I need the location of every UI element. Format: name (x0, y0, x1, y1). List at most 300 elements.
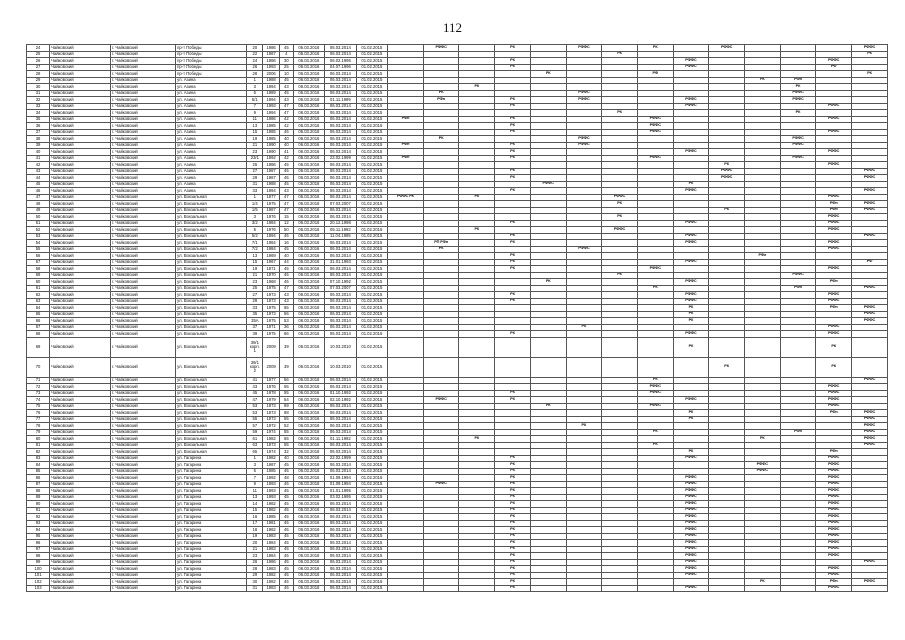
apartments-cell: 47 (280, 110, 294, 117)
date-cell: 06.03.2016 (293, 266, 324, 273)
date-cell: 06.03.2016 (293, 572, 324, 579)
work-type-cell: РФФС (816, 481, 852, 488)
work-type-cell: РФ (816, 64, 852, 71)
apartments-cell: 66 (280, 331, 294, 338)
work-type-cell: РК (566, 324, 602, 331)
date-cell: 01.02.2015 (356, 201, 387, 208)
city-cell: г. Чайковский (110, 462, 175, 469)
street-cell: ул. Гагарина (176, 559, 247, 566)
date-cell: 01.02.2015 (356, 403, 387, 410)
work-type-cell (423, 357, 459, 377)
work-type-cell: РК (495, 97, 531, 104)
city-cell: г. Чайковский (110, 514, 175, 521)
date-cell: 06.03.2016 (293, 449, 324, 456)
city-cell: г. Чайковский (110, 520, 175, 527)
district-cell: Чайковский (50, 468, 111, 475)
work-type-cell: РК (530, 403, 566, 410)
year-built-cell: 1977 (263, 377, 280, 384)
date-cell: 01.02.2015 (356, 233, 387, 240)
date-cell: 01.02.2015 (356, 77, 387, 84)
row-number-cell: 40 (27, 149, 50, 156)
street-cell: ул. Вокзальная (176, 201, 247, 208)
year-built-cell: 1985 (263, 129, 280, 136)
district-cell: Чайковский (50, 214, 111, 221)
work-type-cell (388, 337, 424, 357)
year-built-cell: 2006 (263, 71, 280, 78)
city-cell: г. Чайковский (110, 149, 175, 156)
work-type-cell: РФФС (816, 292, 852, 299)
district-cell: Чайковский (50, 155, 111, 162)
work-type-cell: РК (530, 71, 566, 78)
date-cell: 06.03.2016 (293, 475, 324, 482)
apartments-cell: 45 (280, 527, 294, 534)
date-cell: 06.03.2014 (325, 292, 356, 299)
work-type-cell (637, 337, 673, 357)
date-cell: 06.03.2014 (325, 116, 356, 123)
city-cell: г. Чайковский (110, 194, 175, 201)
apartments-cell: 56 (280, 311, 294, 318)
house-number-cell: 53 (247, 410, 263, 417)
city-cell: г. Чайковский (110, 305, 175, 312)
city-cell: г. Чайковский (110, 155, 175, 162)
street-cell: ул. Азина (176, 168, 247, 175)
work-type-cell: РК (495, 514, 531, 521)
apartments-cell: 54 (280, 397, 294, 404)
date-cell: 01.02.2015 (356, 501, 387, 508)
date-cell: 06.03.2016 (293, 253, 324, 260)
work-type-cell: РФФС (673, 475, 709, 482)
date-cell: 01.02.2015 (356, 149, 387, 156)
row-number-cell: 98 (27, 553, 50, 560)
work-type-cell: РФФС (852, 45, 888, 52)
work-type-cell: РФФС (637, 155, 673, 162)
street-cell: ул. Гагарина (176, 585, 247, 592)
work-type-cell: РФФС (816, 572, 852, 579)
work-type-cell: РФФС (780, 155, 816, 162)
row-number-cell: 103 (27, 585, 50, 592)
work-type-cell: РК (495, 253, 531, 260)
work-type-cell: РФп (816, 410, 852, 417)
date-cell: 06.03.2014 (325, 84, 356, 91)
work-type-cell: РК (637, 377, 673, 384)
work-type-cell: РФФС (816, 475, 852, 482)
work-type-cell (530, 357, 566, 377)
work-type-cell: РФФС (673, 188, 709, 195)
city-cell: г. Чайковский (110, 253, 175, 260)
date-cell: 03.02.1995 (325, 494, 356, 501)
street-cell: ул. Азина (176, 181, 247, 188)
row-number-cell: 51 (27, 220, 50, 227)
work-type-cell: РК (423, 136, 459, 143)
work-type-cell: РК (495, 494, 531, 501)
city-cell: г. Чайковский (110, 129, 175, 136)
row-number-cell: 67 (27, 324, 50, 331)
date-cell: 01.02.2015 (356, 259, 387, 266)
city-cell: г. Чайковский (110, 51, 175, 58)
city-cell: г. Чайковский (110, 188, 175, 195)
row-number-cell: 31 (27, 90, 50, 97)
street-cell: ул. Азина (176, 149, 247, 156)
date-cell: 01.02.2015 (356, 559, 387, 566)
work-type-cell: РФФС (673, 97, 709, 104)
apartments-cell: 45 (280, 168, 294, 175)
work-type-cell: РФФС (637, 116, 673, 123)
district-cell: Чайковский (50, 253, 111, 260)
work-type-cell: РК (495, 292, 531, 299)
district-cell: Чайковский (50, 572, 111, 579)
date-cell: 06.03.2016 (293, 84, 324, 91)
house-number-cell: 1 (247, 455, 263, 462)
date-cell: 01.02.2015 (356, 384, 387, 391)
work-type-cell: РФФС (673, 103, 709, 110)
date-cell: 06.03.2014 (325, 579, 356, 586)
city-cell: г. Чайковский (110, 259, 175, 266)
work-type-cell: РФФС (816, 149, 852, 156)
work-type-cell: РФФС (852, 410, 888, 417)
date-cell: 01.02.2015 (356, 188, 387, 195)
house-number-cell: 19 (247, 266, 263, 273)
year-built-cell: 1973 (263, 410, 280, 417)
date-cell: 01.02.2015 (356, 527, 387, 534)
apartments-cell: 45 (280, 181, 294, 188)
house-number-cell: 1/4 (247, 201, 263, 208)
work-type-cell: РФФС (673, 397, 709, 404)
date-cell: 06.03.2014 (325, 423, 356, 430)
date-cell: 06.03.2016 (293, 71, 324, 78)
work-type-cell: РФФС (602, 194, 638, 201)
date-cell: 06.03.2014 (325, 559, 356, 566)
house-number-cell: 26 (247, 64, 263, 71)
house-number-cell: 28 (247, 566, 263, 573)
city-cell: г. Чайковский (110, 181, 175, 188)
date-cell: 06.03.2016 (293, 390, 324, 397)
date-cell: 01.09.1994 (325, 481, 356, 488)
date-cell: 06.03.2014 (325, 442, 356, 449)
work-type-cell (602, 337, 638, 357)
work-type-cell: РК (495, 155, 531, 162)
date-cell: 06.03.2014 (325, 416, 356, 423)
work-type-cell (673, 357, 709, 377)
district-cell: Чайковский (50, 194, 111, 201)
date-cell: 01.02.2015 (356, 318, 387, 325)
date-cell: 06.03.2016 (293, 559, 324, 566)
year-built-cell: 1975 (263, 331, 280, 338)
work-type-cell: РФп (423, 97, 459, 104)
row-number-cell: 91 (27, 507, 50, 514)
house-number-cell: 33 (247, 305, 263, 312)
house-number-cell: 43 (247, 384, 263, 391)
date-cell: 06.03.2016 (293, 311, 324, 318)
apartments-cell: 45 (280, 468, 294, 475)
apartments-cell: 45 (280, 272, 294, 279)
district-cell: Чайковский (50, 507, 111, 514)
date-cell: 01.02.2015 (356, 462, 387, 469)
year-built-cell: 1973 (263, 298, 280, 305)
apartments-cell: 41 (280, 149, 294, 156)
work-type-cell: РФп (816, 207, 852, 214)
work-type-cell: РК (495, 533, 531, 540)
house-number-cell: 14 (247, 501, 263, 508)
work-type-cell: РФп (816, 305, 852, 312)
house-number-cell: 22 (247, 51, 263, 58)
work-type-cell: РФФС (816, 488, 852, 495)
row-number-cell: 47 (27, 194, 50, 201)
house-number-cell: 1/5 (247, 207, 263, 214)
city-cell: г. Чайковский (110, 546, 175, 553)
district-cell: Чайковский (50, 246, 111, 253)
district-cell: Чайковский (50, 462, 111, 469)
date-cell: 01.02.2015 (356, 566, 387, 573)
street-cell: ул. Вокзальная (176, 384, 247, 391)
work-type-cell: РК (673, 337, 709, 357)
date-cell: 01.02.2015 (356, 220, 387, 227)
house-number-cell: 19 (247, 533, 263, 540)
date-cell: 06.03.2014 (325, 90, 356, 97)
city-cell: г. Чайковский (110, 468, 175, 475)
work-type-cell: РК (637, 442, 673, 449)
date-cell: 23.02.1999 (325, 155, 356, 162)
city-cell: г. Чайковский (110, 77, 175, 84)
district-cell: Чайковский (50, 416, 111, 423)
row-number-cell: 29 (27, 77, 50, 84)
district-cell: Чайковский (50, 149, 111, 156)
work-type-cell: РК (423, 246, 459, 253)
date-cell: 01.02.2015 (356, 285, 387, 292)
date-cell: 06.03.2016 (293, 436, 324, 443)
date-cell: 06.03.2016 (293, 527, 324, 534)
date-cell: 06.03.2014 (325, 449, 356, 456)
house-number-cell: 9 (247, 481, 263, 488)
work-type-cell: РФФС (673, 331, 709, 338)
city-cell: г. Чайковский (110, 410, 175, 417)
street-cell: ул. Вокзальная (176, 403, 247, 410)
row-number-cell: 38 (27, 136, 50, 143)
apartments-cell: 47 (280, 285, 294, 292)
city-cell: г. Чайковский (110, 168, 175, 175)
house-number-cell: 24 (247, 58, 263, 65)
row-number-cell: 34 (27, 110, 50, 117)
date-cell: 06.03.2014 (325, 540, 356, 547)
apartments-cell: 43 (280, 298, 294, 305)
work-type-cell: РФФС (816, 103, 852, 110)
work-type-cell: РК (780, 110, 816, 117)
house-number-cell: 13 (247, 494, 263, 501)
house-number-cell: 65 (247, 449, 263, 456)
district-cell: Чайковский (50, 259, 111, 266)
city-cell: г. Чайковский (110, 214, 175, 221)
work-type-cell: РФФС (673, 507, 709, 514)
year-built-cell: 1973 (263, 442, 280, 449)
street-cell: пр-т Победы (176, 51, 247, 58)
row-number-cell: 52 (27, 227, 50, 234)
street-cell: ул. Вокзальная (176, 331, 247, 338)
row-number-cell: 69 (27, 337, 50, 357)
date-cell: 06.03.2016 (293, 45, 324, 52)
apartments-cell: 30 (280, 58, 294, 65)
work-type-cell: РК (709, 357, 745, 377)
work-type-cell (780, 357, 816, 377)
work-type-cell: РК (495, 149, 531, 156)
year-built-cell: 1987 (263, 207, 280, 214)
work-type-cell: РК (495, 129, 531, 136)
house-number-cell: 35А (247, 318, 263, 325)
work-type-cell: РФФС РК (388, 194, 424, 201)
work-type-cell: РФп (388, 142, 424, 149)
date-cell: 01.02.2015 (356, 64, 387, 71)
date-cell: 01.02.2015 (356, 240, 387, 247)
street-cell: ул. Азина (176, 188, 247, 195)
date-cell: 06.03.2014 (325, 553, 356, 560)
row-number-cell: 101 (27, 572, 50, 579)
work-type-cell: РФФС (852, 201, 888, 208)
work-type-cell: РФФС (744, 462, 780, 469)
date-cell: 01.02.2015 (356, 116, 387, 123)
date-cell: 01.02.2015 (356, 331, 387, 338)
work-type-cell: РФФС (852, 377, 888, 384)
city-cell: г. Чайковский (110, 442, 175, 449)
row-number-cell: 55 (27, 246, 50, 253)
date-cell: 06.03.2014 (325, 298, 356, 305)
work-type-cell: РФФС (816, 514, 852, 521)
year-built-cell: 1994 (263, 233, 280, 240)
city-cell: г. Чайковский (110, 272, 175, 279)
date-cell: 06.03.2014 (325, 240, 356, 247)
date-cell: 06.03.2014 (325, 253, 356, 260)
apartments-cell: 52 (280, 423, 294, 430)
year-built-cell: 1971 (263, 266, 280, 273)
date-cell: 01.02.2015 (356, 97, 387, 104)
street-cell: ул. Азина (176, 142, 247, 149)
date-cell: 01.02.2015 (356, 533, 387, 540)
work-type-cell (744, 337, 780, 357)
house-number-cell: 13 (247, 123, 263, 130)
street-cell: ул. Азина (176, 110, 247, 117)
city-cell: г. Чайковский (110, 423, 175, 430)
date-cell: 07.03.2007 (325, 201, 356, 208)
date-cell: 06.03.2016 (293, 90, 324, 97)
date-cell: 01.02.2015 (356, 436, 387, 443)
work-type-cell: РФФС (816, 507, 852, 514)
year-built-cell: 1987 (263, 462, 280, 469)
district-cell: Чайковский (50, 233, 111, 240)
work-type-cell: РК (495, 507, 531, 514)
row-number-cell: 33 (27, 103, 50, 110)
city-cell: г. Чайковский (110, 84, 175, 91)
work-type-cell: РК (602, 51, 638, 58)
date-cell: 06.03.2016 (293, 553, 324, 560)
work-type-cell: РФФС (673, 233, 709, 240)
date-cell: 06.03.2014 (325, 142, 356, 149)
apartments-cell: 45 (280, 553, 294, 560)
work-type-cell: РФФС (673, 514, 709, 521)
street-cell: ул. Гагарина (176, 507, 247, 514)
row-number-cell: 95 (27, 533, 50, 540)
work-type-cell: РФФС (637, 384, 673, 391)
city-cell: г. Чайковский (110, 227, 175, 234)
district-cell: Чайковский (50, 423, 111, 430)
row-number-cell: 39 (27, 142, 50, 149)
date-cell: 01.02.2015 (356, 90, 387, 97)
street-cell: ул. Азина (176, 90, 247, 97)
date-cell: 10.03.2010 (325, 337, 356, 357)
year-built-cell: 1985 (263, 514, 280, 521)
work-type-cell: РФФС (816, 546, 852, 553)
work-type-cell: РФФС (852, 559, 888, 566)
year-built-cell: 1993 (263, 64, 280, 71)
city-cell: г. Чайковский (110, 285, 175, 292)
street-cell: ул. Гагарина (176, 540, 247, 547)
work-type-cell: РФФС (816, 553, 852, 560)
row-number-cell: 90 (27, 501, 50, 508)
work-type-cell: РФФС (637, 390, 673, 397)
date-cell: 06.03.2016 (293, 58, 324, 65)
date-cell: 06.03.2016 (293, 318, 324, 325)
date-cell: 10.03.2010 (325, 357, 356, 377)
work-type-cell: РК (673, 416, 709, 423)
house-number-cell: 5/1 (247, 97, 263, 104)
work-type-cell: РК (744, 579, 780, 586)
date-cell: 06.03.2016 (293, 397, 324, 404)
street-cell: ул. Вокзальная (176, 377, 247, 384)
city-cell: г. Чайковский (110, 390, 175, 397)
street-cell: ул. Вокзальная (176, 449, 247, 456)
date-cell: 06.03.2016 (293, 501, 324, 508)
row-number-cell: 58 (27, 266, 50, 273)
apartments-cell: 36 (280, 324, 294, 331)
date-cell: 05.11.1992 (325, 227, 356, 234)
row-number-cell: 36 (27, 123, 50, 130)
district-cell: Чайковский (50, 540, 111, 547)
date-cell: 06.03.2014 (325, 149, 356, 156)
date-cell: 06.03.2016 (293, 149, 324, 156)
row-number-cell: 26 (27, 58, 50, 65)
year-built-cell: 1982 (263, 527, 280, 534)
date-cell: 06.02.1995 (325, 58, 356, 65)
row-number-cell: 75 (27, 403, 50, 410)
work-type-cell: РК (495, 566, 531, 573)
city-cell: г. Чайковский (110, 116, 175, 123)
work-type-cell: РК (495, 390, 531, 397)
year-built-cell: 1976 (263, 214, 280, 221)
work-type-cell: РФФС (637, 129, 673, 136)
work-type-cell: РФФС (816, 494, 852, 501)
work-type-cell (780, 585, 816, 592)
work-type-cell: РК (495, 331, 531, 338)
year-built-cell: 1973 (263, 311, 280, 318)
city-cell: г. Чайковский (110, 494, 175, 501)
district-cell: Чайковский (50, 494, 111, 501)
row-number-cell: 48 (27, 201, 50, 208)
house-number-cell: 31 (247, 181, 263, 188)
apartments-cell: 53 (280, 318, 294, 325)
work-type-cell: РП РФп (423, 240, 459, 247)
year-built-cell: 1994 (263, 188, 280, 195)
work-type-cell: РК (495, 553, 531, 560)
work-type-cell: РФФС (780, 90, 816, 97)
year-built-cell: 1992 (263, 475, 280, 482)
work-type-cell: РФФС (816, 468, 852, 475)
district-cell: Чайковский (50, 585, 111, 592)
apartments-cell: 40 (280, 136, 294, 143)
apartments-cell: 45 (280, 559, 294, 566)
row-number-cell: 27 (27, 64, 50, 71)
apartments-cell: 45 (280, 162, 294, 169)
street-cell: ул. Вокзальная (176, 214, 247, 221)
house-number-cell: 7 (247, 475, 263, 482)
row-number-cell: 74 (27, 397, 50, 404)
row-number-cell: 42 (27, 162, 50, 169)
work-type-cell: РК (495, 259, 531, 266)
